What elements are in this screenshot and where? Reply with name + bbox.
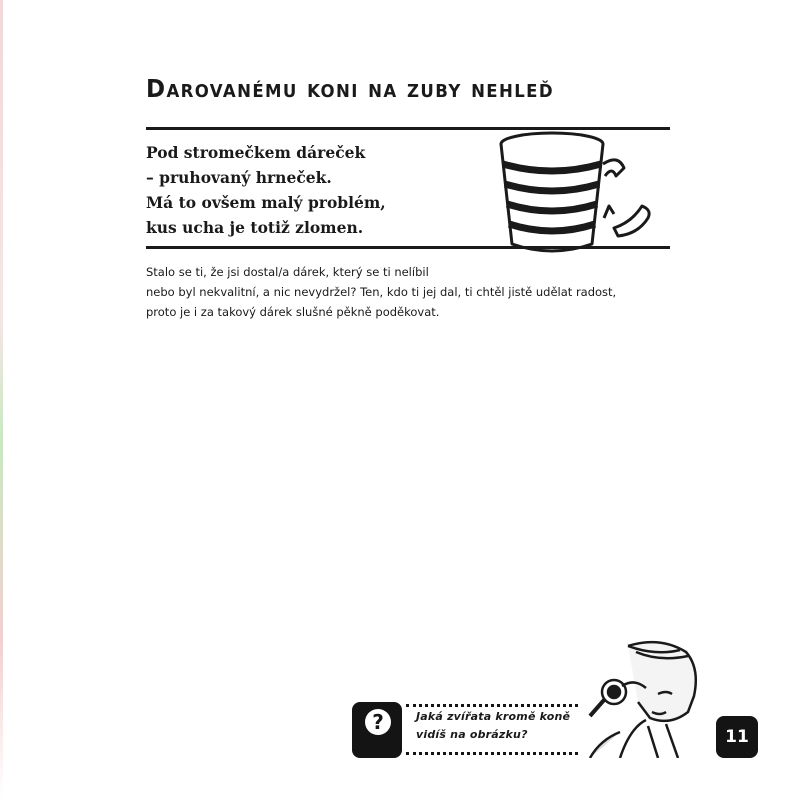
poem-line: Má to ovšem malý problém, bbox=[146, 193, 386, 212]
striped-mug-illustration bbox=[492, 126, 664, 260]
question-line: vidíš na obrázku? bbox=[416, 728, 528, 741]
page-title: Darovanému koni na zuby nehleď bbox=[146, 74, 555, 103]
body-paragraph bbox=[146, 262, 686, 322]
question-border-top bbox=[406, 704, 578, 707]
poem-line: – pruhovaný hrneček. bbox=[146, 168, 332, 187]
body-line: Stalo se ti, že jsi dostal/a dárek, který se ti nelíbil bbox=[146, 265, 429, 279]
question-mark-icon: ? bbox=[365, 709, 391, 735]
question-text bbox=[416, 708, 576, 744]
body-line: proto je i za takový dárek slušné pěkně poděkovat. bbox=[146, 305, 440, 319]
question-line: Jaká zvířata kromě koně bbox=[416, 710, 571, 723]
kid-with-magnifier-illustration bbox=[560, 632, 710, 758]
divider-bottom bbox=[146, 246, 670, 249]
poem-line: kus ucha je totiž zlomen. bbox=[146, 218, 364, 237]
question-border-bottom bbox=[406, 752, 578, 755]
poem bbox=[146, 140, 476, 240]
body-line: nebo byl nekvalitní, a nic nevydržel? Ten, kdo ti jej dal, ti chtěl jistě udělat radost, bbox=[146, 285, 617, 299]
page-number: 11 bbox=[716, 716, 758, 758]
page-edge-strip bbox=[0, 0, 3, 800]
poem-line: Pod stromečkem dáreček bbox=[146, 143, 366, 162]
